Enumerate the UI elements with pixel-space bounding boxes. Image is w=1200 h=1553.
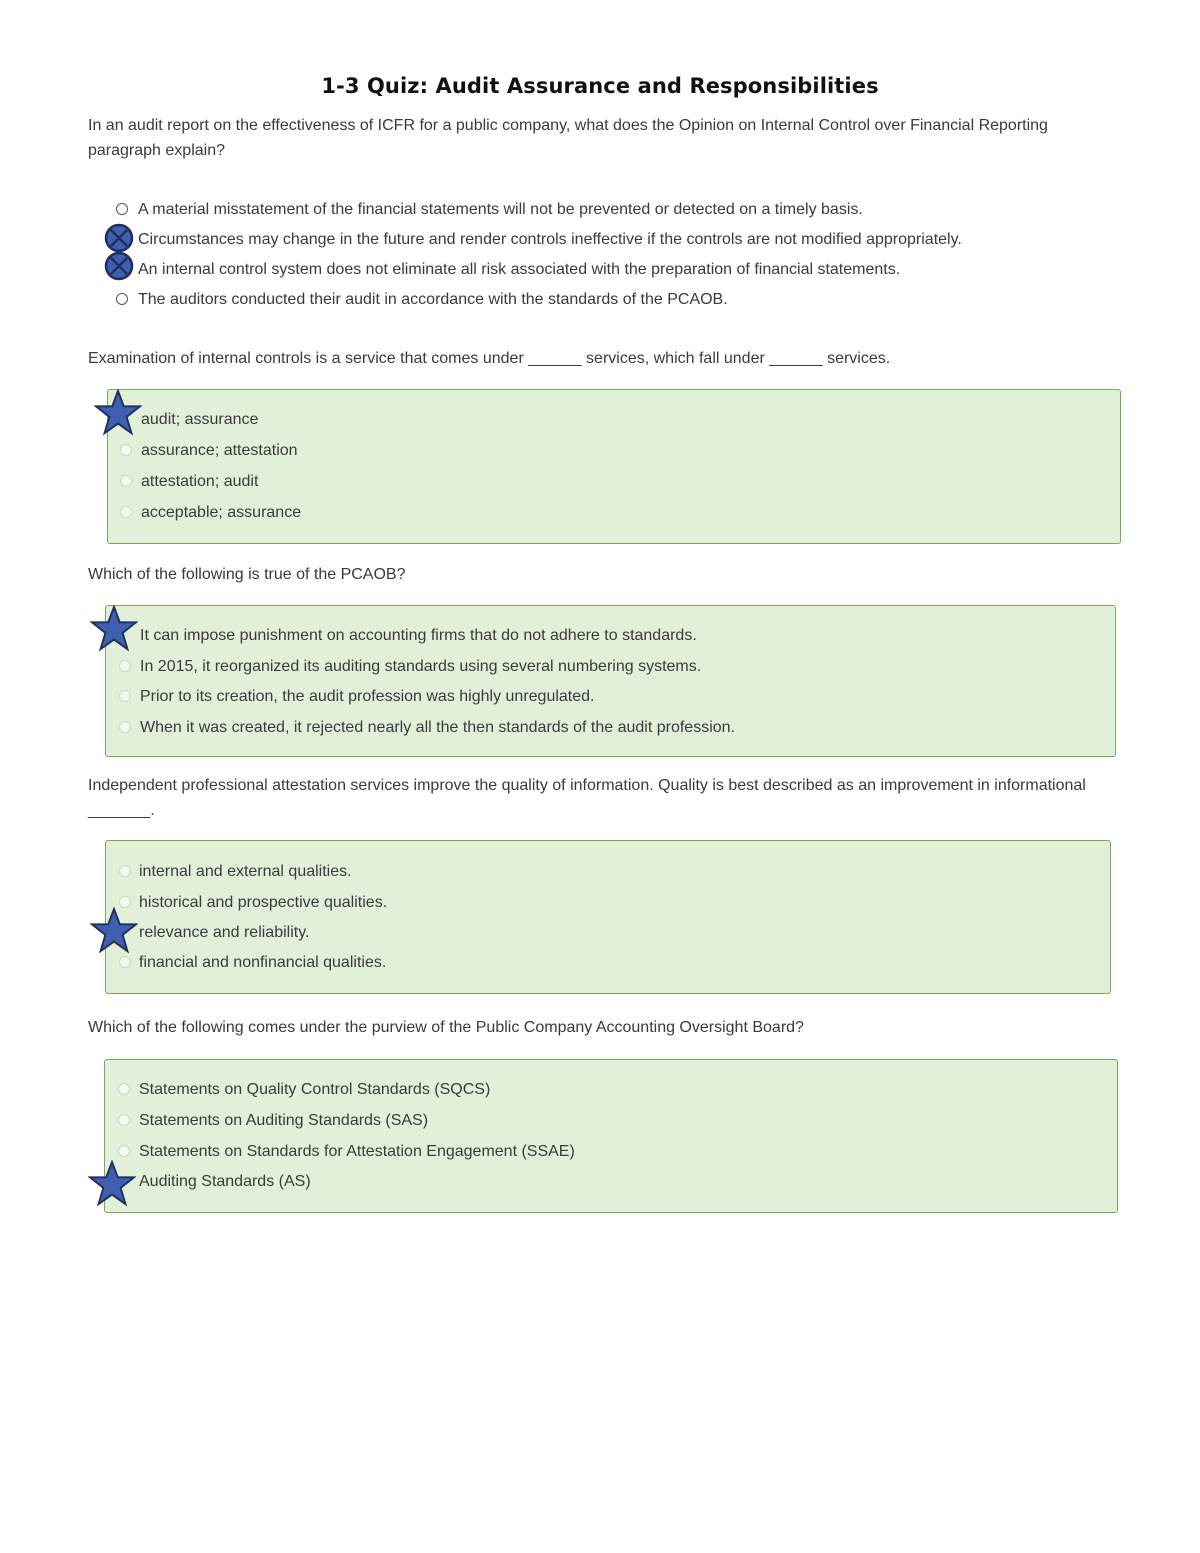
question-5-option-2[interactable]: Statements on Auditing Standards (SAS) — [139, 1112, 429, 1129]
question-5-option-4[interactable]: Auditing Standards (AS) — [139, 1173, 311, 1190]
x-circle-icon — [104, 223, 134, 253]
question-4-option-2[interactable]: historical and prospective qualities. — [139, 894, 388, 911]
question-5-text: Which of the following comes under the purview of the Public Company Accounting Oversight Board? — [88, 1019, 804, 1036]
question-3-option-1[interactable]: It can impose punishment on accounting firms that do not adhere to standards. — [140, 627, 697, 644]
question-3-option-2[interactable]: In 2015, it reorganized its auditing standards using several numbering systems. — [140, 658, 702, 675]
radio-button[interactable] — [116, 203, 128, 215]
question-3-option-3[interactable]: Prior to its creation, the audit profession was highly unregulated. — [140, 688, 595, 705]
star-icon — [90, 907, 138, 955]
question-4-option-3[interactable]: relevance and reliability. — [139, 924, 310, 941]
star-icon — [94, 389, 142, 437]
x-circle-icon — [104, 251, 134, 281]
question-3-text: Which of the following is true of the PCAOB? — [88, 566, 406, 583]
question-2-text: Examination of internal controls is a service that comes under ______ services, which fall under ______ services. — [88, 350, 891, 367]
star-icon — [88, 1160, 136, 1208]
question-1-option-1[interactable]: A material misstatement of the financial statements will not be prevented or detected on a timely basis. — [138, 201, 863, 218]
radio-button[interactable] — [119, 865, 131, 877]
radio-button[interactable] — [120, 475, 132, 487]
question-1-option-3[interactable]: An internal control system does not eliminate all risk associated with the preparation of financial statements. — [138, 261, 901, 278]
question-4-text: Independent professional attestation services improve the quality of information. Quality is best described as an improvement in informational _______. — [88, 777, 1086, 819]
radio-button[interactable] — [118, 1145, 130, 1157]
question-2-option-3[interactable]: attestation; audit — [141, 473, 259, 490]
page-title: 1-3 Quiz: Audit Assurance and Responsibilities — [321, 74, 879, 98]
radio-button[interactable] — [119, 690, 131, 702]
question-3-option-4[interactable]: When it was created, it rejected nearly all the then standards of the audit profession. — [140, 719, 735, 736]
question-2-option-4[interactable]: acceptable; assurance — [141, 504, 302, 521]
radio-button[interactable] — [119, 660, 131, 672]
question-2-option-1[interactable]: audit; assurance — [141, 411, 259, 428]
star-icon — [90, 605, 138, 653]
radio-button[interactable] — [116, 293, 128, 305]
question-1-option-4[interactable]: The auditors conducted their audit in accordance with the standards of the PCAOB. — [138, 291, 728, 308]
radio-button[interactable] — [120, 444, 132, 456]
question-1-option-2[interactable]: Circumstances may change in the future and render controls ineffective if the controls are not modified appropriately. — [138, 231, 962, 248]
radio-button[interactable] — [118, 1083, 130, 1095]
question-5-option-1[interactable]: Statements on Quality Control Standards (SQCS) — [139, 1081, 491, 1098]
question-4-option-1[interactable]: internal and external qualities. — [139, 863, 352, 880]
radio-button[interactable] — [119, 956, 131, 968]
question-1-text: In an audit report on the effectiveness of ICFR for a public company, what does the Opinion on Internal Control over Financial Reporting paragraph explain? — [88, 117, 1048, 159]
radio-button[interactable] — [119, 721, 131, 733]
question-2-option-2[interactable]: assurance; attestation — [141, 442, 298, 459]
question-5-option-3[interactable]: Statements on Standards for Attestation Engagement (SSAE) — [139, 1143, 575, 1160]
question-4-option-4[interactable]: financial and nonfinancial qualities. — [139, 954, 387, 971]
radio-button[interactable] — [120, 506, 132, 518]
radio-button[interactable] — [118, 1114, 130, 1126]
